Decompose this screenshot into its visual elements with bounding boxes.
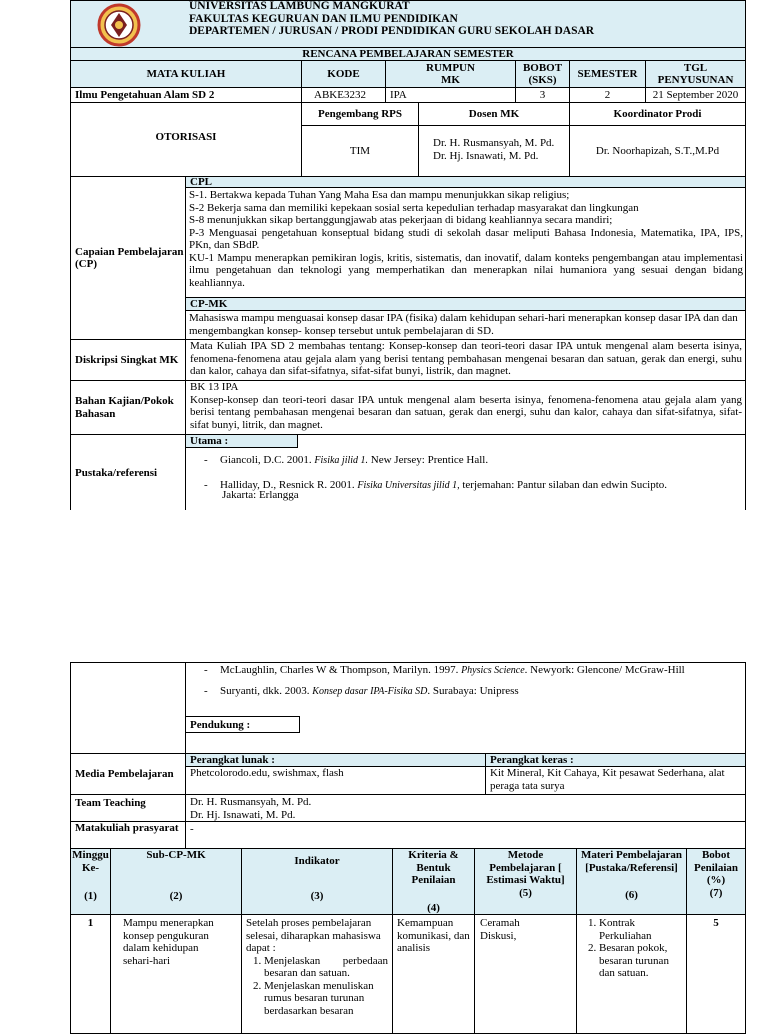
row1-bobot: 5 xyxy=(686,914,746,1034)
university-name: UNIVERSITAS LAMBUNG MANGKURAT xyxy=(189,0,410,12)
prasyarat-label: Matakuliah prasyarat xyxy=(70,821,186,849)
pendukung-label: Pendukung : xyxy=(186,716,300,733)
course-tgl: 21 September 2020 xyxy=(645,87,746,103)
indikator-item: 2. Menjelaskan menuliskan rumus besaran turunan berdasarkan besaran xyxy=(264,980,388,1018)
col-tgl: TGL PENYUSUNAN xyxy=(645,60,746,88)
course-bobot: 3 xyxy=(515,87,570,103)
row1-materi xyxy=(576,914,687,1034)
cpl-title: CPL xyxy=(185,176,746,188)
indikator-item: 1. Menjelaskan perbedaan besaran dan satuan. xyxy=(264,955,388,980)
cpl-item: KU-1 Mampu menerapkan pemikiran logis, kritis, sistematis, dan inovatif, dalam konteks pengembangan atau implementasi ilmu pengetahuan dan teknologi yang memperhatikan dan menerapkan nilai humaniora yang sesuai dengan bidang keahliannya. xyxy=(189,251,743,289)
dosen-values xyxy=(418,125,570,177)
reference-item: - Giancoli, D.C. 2001. Fisika jilid 1. New Jersey: Prentice Hall. xyxy=(198,448,744,473)
doc-title: RENCANA PEMBELAJARAN SEMESTER xyxy=(70,47,746,61)
row1-minggu: 1 xyxy=(70,914,111,1034)
course-kode: ABKE3232 xyxy=(301,87,386,103)
perangkat-keras-value: Kit Mineral, Kit Cahaya, Kit pesawat Sederhana, alat peraga tata surya xyxy=(485,766,746,795)
deskripsi-text: Mata Kuliah IPA SD 2 membahas tentang: Konsep-konsep dan teori-teori dasar IPA untuk mengenal alam beserta isinya, fenomena-fenomena atau gejala alam yang berisi tentang pembahasan mengenai besaran dan satuan, gerak dan energi, suhu dan kalor, cahaya dan sifat-sifatnya, sifat-sifat bunyi, listrik, dan magnet. xyxy=(185,339,746,381)
koordinator-label: Koordinator Prodi xyxy=(569,102,746,126)
col-kode: KODE xyxy=(301,60,386,88)
cpl-item: P-3 Menguasai pengetahuan konseptual bidang studi di sekolah dasar meliputi Bahasa Indonesia, Matematika, IPA, IPS, PKn, dan SBdP. xyxy=(189,226,743,251)
koordinator-value: Dr. Noorhapizah, S.T.,M.Pd xyxy=(569,125,746,177)
cpl-item: S-1. Bertakwa kepada Tuhan Yang Maha Esa dan mampu menunjukkan sikap religius; xyxy=(189,189,570,201)
department-name: DEPARTEMEN / JURUSAN / PRODI PENDIDIKAN GURU SEKOLAH DASAR xyxy=(189,25,595,37)
reference-item: - Suryanti, dkk. 2003. Konsep dasar IPA-Fisika SD. Surabaya: Unipress xyxy=(198,681,744,702)
cpmk-text: Mahasiswa mampu menguasai konsep dasar IPA (fisika) dalam kehidupan sehari-hari menerapkan konsep dasar IPA dan dan mengembangkan konsep- konsep tersebut untuk pembelajaran di SD. xyxy=(189,312,738,337)
pustaka-list-2 xyxy=(198,660,744,702)
col-bobot: BOBOT (SKS) xyxy=(515,60,570,88)
pengembang-label: Pengembang RPS xyxy=(301,102,419,126)
prasyarat-value: - xyxy=(185,821,746,849)
th-indikator: Indikator (3) xyxy=(241,848,393,915)
pustaka-label-continued xyxy=(70,662,186,754)
perangkat-keras-label: Perangkat keras : xyxy=(485,753,746,767)
pengembang-value: TIM xyxy=(301,125,419,177)
th-kriteria: Kriteria & Bentuk Penilaian (4) xyxy=(392,848,475,915)
bahan-text: Konsep-konsep dan teori-teori dasar IPA untuk mengenal alam beserta isinya, fenomena-fenomena atau gejala alam yang berisi tentang pembahasan mengenai besaran dan satuan, gerak dan energi, suhu dan kalor, cahaya dan sifat-sifatnya, sifat-sifat bunyi, litrik, dan magnet. xyxy=(190,393,742,431)
media-label: Media Pembelajaran xyxy=(70,753,186,795)
row1-sub-cpmk: Mampu menerapkan konsep pengukuran dalam kehidupan sehari-hari xyxy=(110,914,242,1034)
team-label: Team Teaching xyxy=(70,794,186,822)
dosen-label: Dosen MK xyxy=(418,102,570,126)
th-minggu: Minggu Ke- (1) xyxy=(70,848,111,915)
team-member: Dr. H. Rusmansyah, M. Pd. xyxy=(190,796,312,808)
team-members xyxy=(185,794,746,822)
perangkat-lunak-value: Phetcolorodo.edu, swishmax, flash xyxy=(185,766,486,795)
cpl-item: S-8 menunjukkan sikap bertanggungjawab atas pekerjaan di bidang keahliannya secara mandiri; xyxy=(189,214,613,226)
course-rumpun: IPA xyxy=(385,87,516,103)
th-bobot: Bobot Penilaian (%) (7) xyxy=(686,848,746,915)
deskripsi-label: Diskripsi Singkat MK xyxy=(70,339,186,381)
cpl-text xyxy=(189,189,743,289)
course-semester: 2 xyxy=(569,87,646,103)
bahan-cell xyxy=(185,380,746,435)
materi-item: 2. Besaran pokok, besaran turunan dan satuan. xyxy=(599,942,682,980)
row1-kriteria: Kemampuan komunikasi, dan analisis xyxy=(392,914,475,1034)
row1-metode: Ceramah Diskusi, xyxy=(474,914,577,1034)
otorisasi-label: OTORISASI xyxy=(70,102,302,177)
pustaka-label: Pustaka/referensi xyxy=(70,434,186,510)
dosen-name: Dr. H. Rusmansyah, M. Pd. xyxy=(433,137,555,149)
reference-item: - McLaughlin, Charles W & Thompson, Marilyn. 1997. Physics Science. Newyork: Glencone/ McGraw-Hill xyxy=(198,660,744,681)
th-sub-cpmk: Sub-CP-MK (2) xyxy=(110,848,242,915)
materi-item: 1. Kontrak Perkuliahan xyxy=(599,917,682,942)
cp-label: Capaian Pembelajaran (CP) xyxy=(70,176,186,340)
course-name: Ilmu Pengetahuan Alam SD 2 xyxy=(70,87,302,103)
faculty-name: FAKULTAS KEGURUAN DAN ILMU PENDIDIKAN xyxy=(189,12,458,25)
col-rumpun: RUMPUN MK xyxy=(385,60,516,88)
col-mata-kuliah: MATA KULIAH xyxy=(70,60,302,88)
reference-continuation: Jakarta: Erlangga xyxy=(222,489,299,501)
reference-item: - Halliday, D., Resnick R. 2001. Fisika Universitas jilid 1, terjemahan: Pantur silaban dan edwin Sucipto. xyxy=(198,473,744,498)
university-logo xyxy=(96,3,142,47)
utama-label: Utama : xyxy=(186,435,298,448)
team-member: Dr. Hj. Isnawati, M. Pd. xyxy=(190,808,296,821)
cpmk-title: CP-MK xyxy=(185,297,746,311)
cpl-item: S-2 Bekerja sama dan memiliki kepekaan sosial serta kepedulian terhadap masyarakat dan lingkungan xyxy=(189,201,639,214)
col-semester: SEMESTER xyxy=(569,60,646,88)
th-metode: Metode Pembelajaran [ Estimasi Waktu] (5) xyxy=(474,848,577,915)
bahan-label: Bahan Kajian/Pokok Bahasan xyxy=(70,380,186,435)
row1-indikator: Setelah proses pembelajaran selesai, diharapkan mahasiswa dapat : 1. Menjelaskan perbedaan besaran dan satuan. 2. Menjelaskan menuliskan rumus besaran turunan berdasarkan besaran xyxy=(241,914,393,1034)
th-materi: Materi Pembelajaran [Pustaka/Referensi] (6) xyxy=(576,848,687,915)
dosen-name: Dr. Hj. Isnawati, M. Pd. xyxy=(433,150,539,162)
bahan-title: BK 13 IPA xyxy=(190,381,239,393)
perangkat-lunak-label: Perangkat lunak : xyxy=(185,753,486,767)
